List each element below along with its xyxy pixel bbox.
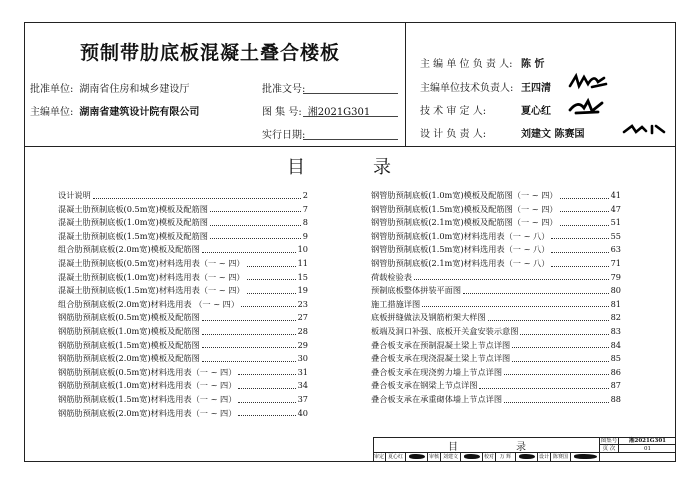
toc-entry-page: 86 [610, 366, 621, 377]
toc-entry [58, 271, 308, 285]
toc-entry [371, 243, 621, 257]
header-divider [24, 146, 676, 147]
toc-entry-title: 钢筋肋预制底板(1.5m宽)材料选用表（一 ~ 四） [58, 393, 237, 404]
toc-entry-page: 63 [610, 244, 621, 255]
toc-entry-title: 组合肋预制底板(2.0m宽)材料选用表 （一 ~ 四） [58, 298, 240, 309]
toc-entry-page: 37 [297, 393, 308, 404]
toc-entry-page: 15 [297, 271, 308, 282]
toc-leader-dots [560, 211, 609, 212]
header-vertical-divider [405, 22, 406, 146]
approval-doc: 批准文号: [262, 84, 306, 95]
implementation-date: 实行日期: [262, 130, 306, 141]
toc-entry [371, 393, 621, 407]
toc-entry-page: 11 [297, 257, 308, 268]
toc-leader-dots [247, 279, 296, 280]
toc-entry-title: 混凝土肋预制底板(1.0m宽)材料选用表（一 ~ 四） [58, 271, 245, 282]
toc-entry-title: 钢筋肋预制底板(1.0m宽)材料选用表（一 ~ 四） [58, 380, 237, 391]
toc-entry-page: 55 [610, 230, 621, 241]
signature-field: 审核 [428, 454, 439, 460]
handwritten-signature [571, 453, 600, 462]
toc-entry-title: 钢筋肋预制底板(1.0m宽)模板及配筋图 [58, 325, 200, 336]
toc-entry-title: 钢筋肋预制底板(1.5m宽)模板及配筋图 [58, 339, 200, 350]
toc-entry-title: 叠合板支承在现浇剪力墙上节点详图 [371, 366, 503, 377]
toc-entry-title: 荷载检验表 [371, 271, 412, 282]
toc-leader-dots [247, 293, 296, 294]
toc-entry-page: 9 [302, 230, 308, 241]
toc-entry-page: 51 [610, 217, 621, 228]
role-chief-editor: 主 编 单 位 负 责 人: 陈 忻 [420, 59, 545, 70]
toc-leader-dots [560, 198, 609, 199]
atlas-number: 图 集 号: 湘2021G301 [262, 107, 371, 118]
toc-entry [371, 379, 621, 393]
toc-entry [58, 352, 308, 366]
signature-field: 校对 [483, 454, 494, 460]
toc-entry [58, 339, 308, 353]
toc-entry [58, 216, 308, 230]
toc-leader-dots [241, 306, 296, 307]
toc-entry-page: 47 [610, 203, 621, 214]
toc-leader-dots [422, 306, 608, 307]
atlas-number-underline [303, 116, 398, 117]
toc-entry-title: 施工措施详图 [371, 298, 421, 309]
toc-entry [58, 189, 308, 203]
toc-title-left: 目 [287, 157, 305, 178]
signature-field: 夏心红 [386, 453, 406, 462]
signature-field: 设计 [538, 454, 549, 460]
toc-entry [58, 230, 308, 244]
toc-entry-page: 2 [302, 190, 308, 200]
toc-leader-dots [202, 334, 296, 335]
signature-xia [568, 97, 604, 115]
toc-entry-title: 叠合板支承在预制混凝土梁上节点详图 [371, 339, 511, 350]
title-block-name-left: 目 [448, 442, 458, 453]
signature-chen [622, 121, 666, 135]
toc-leader-dots [504, 402, 609, 403]
toc-entry [371, 352, 621, 366]
toc-entry [371, 257, 621, 271]
toc-left-column [58, 189, 308, 420]
toc-entry-title: 混凝土肋预制底板(1.5m宽)材料选用表（一 ~ 四） [58, 285, 245, 296]
toc-leader-dots [504, 374, 609, 375]
toc-entry-title: 叠合板支承在承重砌体墙上节点详图 [371, 393, 503, 404]
toc-entry-title: 混凝土肋预制底板(0.5m宽)模板及配筋图 [58, 203, 208, 214]
toc-leader-dots [512, 361, 608, 362]
toc-entry-page: 7 [302, 203, 308, 214]
toc-entry [58, 407, 308, 421]
toc-entry [371, 230, 621, 244]
toc-entry-page: 80 [610, 285, 621, 296]
toc-entry-title: 钢筋肋预制底板(0.5m宽)材料选用表（一 ~ 四） [58, 366, 237, 377]
toc-entry [58, 311, 308, 325]
toc-entry [58, 284, 308, 298]
toc-entry [371, 203, 621, 217]
signature-field: 陈赛国 [551, 453, 571, 462]
toc-entry-page: 34 [297, 380, 308, 391]
toc-entry [58, 203, 308, 217]
toc-leader-dots [238, 374, 295, 375]
toc-leader-dots [520, 334, 608, 335]
toc-leader-dots [560, 225, 609, 226]
title-block-name [373, 437, 600, 453]
toc-entry-page: 19 [297, 285, 308, 296]
toc-entry [58, 393, 308, 407]
toc-entry-page: 81 [610, 298, 621, 309]
toc-entry-page: 23 [297, 298, 308, 309]
toc-leader-dots [210, 225, 301, 226]
toc-leader-dots [210, 238, 301, 239]
toc-leader-dots [93, 198, 301, 199]
toc-entry-title: 钢管肋预制底板(1.0m宽)模板及配筋图（一 ~ 四） [371, 190, 558, 200]
toc-leader-dots [551, 252, 608, 253]
toc-entry-title: 钢筋肋预制底板(2.0m宽)模板及配筋图 [58, 353, 200, 364]
title-block-info [600, 437, 676, 462]
toc-entry-page: 28 [297, 325, 308, 336]
implementation-date-underline [303, 139, 398, 140]
toc-entry-title: 混凝土肋预制底板(0.5m宽)材料选用表（一 ~ 四） [58, 257, 245, 268]
toc-leader-dots [512, 347, 608, 348]
toc-entry-title: 叠合板支承在现浇混凝土梁上节点详图 [371, 353, 511, 364]
toc-entry-title: 混凝土肋预制底板(1.5m宽)模板及配筋图 [58, 230, 208, 241]
toc-entry-page: 30 [297, 353, 308, 364]
toc-entry-page: 10 [297, 244, 308, 255]
toc-entry-title: 叠合板支承在钢梁上节点详图 [371, 380, 478, 391]
toc-entry [371, 311, 621, 325]
toc-leader-dots [202, 320, 296, 321]
toc-entry-page: 41 [610, 190, 621, 200]
handwritten-signature [406, 453, 428, 462]
toc-entry-title: 钢筋肋预制底板(2.0m宽)材料选用表（一 ~ 四） [58, 407, 237, 418]
toc-entry-title: 钢管肋预制底板(2.1m宽)模板及配筋图（一 ~ 四） [371, 217, 558, 228]
toc-entry-page: 84 [610, 339, 621, 350]
toc-entry-page: 85 [610, 353, 621, 364]
title-block-page-row: 页 次 01 [600, 445, 676, 453]
approval-unit: 批准单位: 湖南省住房和城乡建设厅 [30, 84, 190, 95]
toc-entry-title: 钢管肋预制底板(2.1m宽)材料选用表（一 ~ 八） [371, 257, 550, 268]
toc-entry-title: 钢管肋预制底板(1.5m宽)材料选用表（一 ~ 八） [371, 244, 550, 255]
toc-entry-title: 设计说明 [58, 190, 91, 200]
toc-entry-page: 87 [610, 380, 621, 391]
toc-leader-dots [238, 415, 295, 416]
title-block-name-right: 录 [516, 442, 526, 453]
toc-entry-page: 82 [610, 312, 621, 323]
toc-leader-dots [463, 293, 609, 294]
toc-entry-title: 钢管肋预制底板(1.5m宽)模板及配筋图（一 ~ 四） [371, 203, 558, 214]
title-block-signatures [373, 453, 600, 462]
toc-entry [58, 257, 308, 271]
toc-entry-page: 40 [297, 407, 308, 418]
toc-entry-page: 83 [610, 325, 621, 336]
role-reviewer: 技 术 审 定 人: 夏心红 [420, 106, 551, 117]
toc-entry-title: 底板拼缝做法及钢筋桁架大样图 [371, 312, 486, 323]
toc-entry-page: 27 [297, 312, 308, 323]
toc-leader-dots [488, 320, 609, 321]
toc-entry-page: 71 [610, 257, 621, 268]
toc-leader-dots [202, 347, 296, 348]
toc-leader-dots [238, 388, 295, 389]
toc-leader-dots [238, 402, 295, 403]
toc-entry-page: 79 [610, 271, 621, 282]
toc-entry-title: 组合肋预制底板(2.0m宽)模板及配筋图 [58, 244, 200, 255]
toc-leader-dots [551, 238, 608, 239]
toc-entry [58, 366, 308, 380]
toc-leader-dots [414, 279, 609, 280]
toc-entry [371, 216, 621, 230]
toc-entry-page: 88 [610, 393, 621, 404]
toc-entry-title: 钢筋肋预制底板(0.5m宽)模板及配筋图 [58, 312, 200, 323]
toc-leader-dots [479, 388, 608, 389]
toc-entry [58, 379, 308, 393]
title-block [373, 437, 676, 462]
toc-entry-page: 31 [297, 366, 308, 377]
toc-entry-page: 8 [302, 217, 308, 228]
toc-entry-title: 预制底板整体拼装平面图 [371, 285, 462, 296]
toc-entry-page: 29 [297, 339, 308, 350]
toc-entry [371, 325, 621, 339]
approval-doc-underline [303, 93, 398, 94]
toc-leader-dots [247, 266, 296, 267]
toc-entry [371, 271, 621, 285]
editor-unit: 主编单位: 湖南省建筑设计院有限公司 [30, 107, 200, 118]
toc-entry [371, 366, 621, 380]
handwritten-signature [516, 453, 538, 462]
role-design-lead: 设 计 负 责 人: 刘建文 陈赛国 [420, 129, 585, 140]
role-tech-lead: 主编单位技术负责人: 王四清 [420, 83, 551, 94]
document-title: 预制带肋底板混凝土叠合楼板 [80, 42, 341, 64]
toc-leader-dots [210, 211, 301, 212]
signature-field: 审定 [373, 454, 384, 460]
toc-leader-dots [551, 266, 608, 267]
toc-entry [371, 284, 621, 298]
toc-entry [58, 243, 308, 257]
toc-title-right: 录 [373, 157, 391, 178]
toc-entry [371, 189, 621, 203]
toc-entry [371, 298, 621, 312]
signature-field: 刘建文 [441, 453, 461, 462]
toc-leader-dots [202, 252, 296, 253]
toc-entry [58, 298, 308, 312]
signature-field: 万 辉 [496, 453, 516, 462]
handwritten-signature [461, 453, 483, 462]
title-block-atlas-row: 图集号 湘2021G301 [600, 437, 676, 445]
toc-entry-title: 混凝土肋预制底板(1.0m宽)模板及配筋图 [58, 217, 208, 228]
toc-right-column [371, 189, 621, 407]
toc-entry-title: 板端及洞口补强、底板开关盒安装示意图 [371, 325, 519, 336]
signature-wang [568, 72, 608, 92]
toc-entry-title: 钢管肋预制底板(1.0m宽)材料选用表（一 ~ 八） [371, 230, 550, 241]
toc-entry [58, 325, 308, 339]
toc-entry [371, 339, 621, 353]
toc-leader-dots [202, 361, 296, 362]
